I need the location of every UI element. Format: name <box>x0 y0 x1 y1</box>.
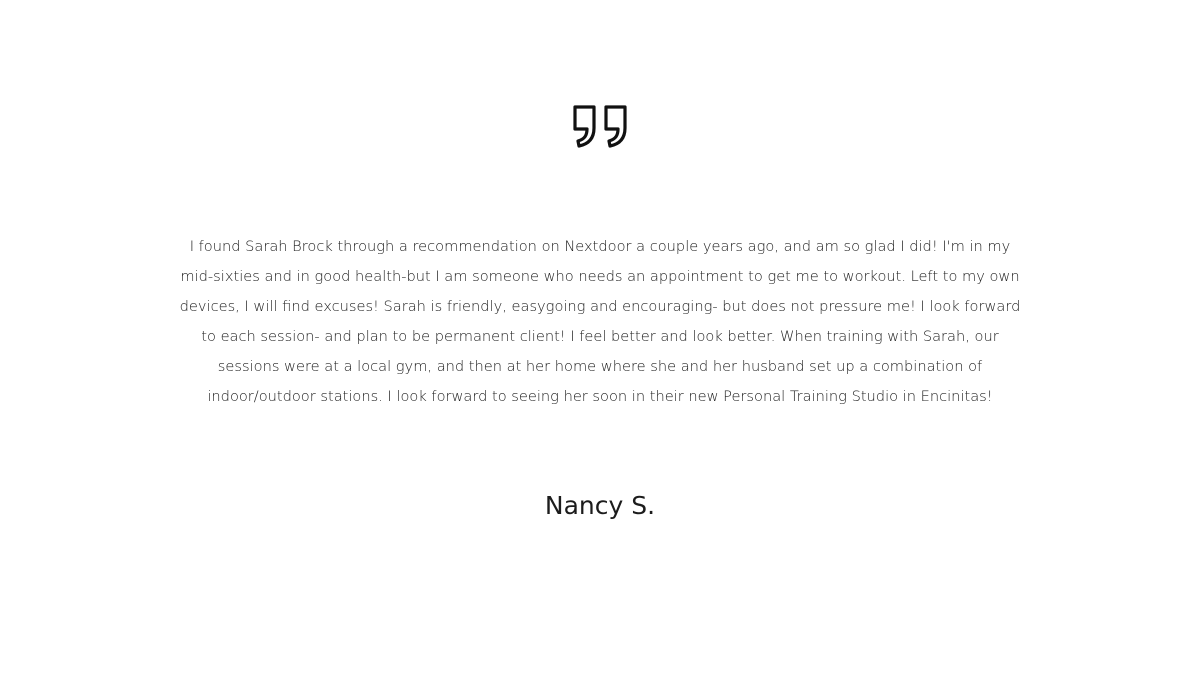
testimonial-quote-text: I found Sarah Brock through a recommendation on Nextdoor a couple years ago, and am so glad I did! I'm in my mid-sixties and in good health-but I am someone who needs an appointment to get me to workout. Left to my own devices, I will find excuses! Sarah is friendly, easygoing and encouraging- but does not pressure me! I look forward to each session- and plan to be permanent client! I feel better and look better. When training with Sarah, our sessions were at a local gym, and then at her home where she and her husband set up a combination of indoor/outdoor stations. I look forward to seeing her soon in their new Personal Training Studio in Encinitas! <box>179 238 1021 405</box>
quotation-mark-icon <box>571 103 629 149</box>
testimonial-author-name: Nancy S. <box>544 491 656 520</box>
